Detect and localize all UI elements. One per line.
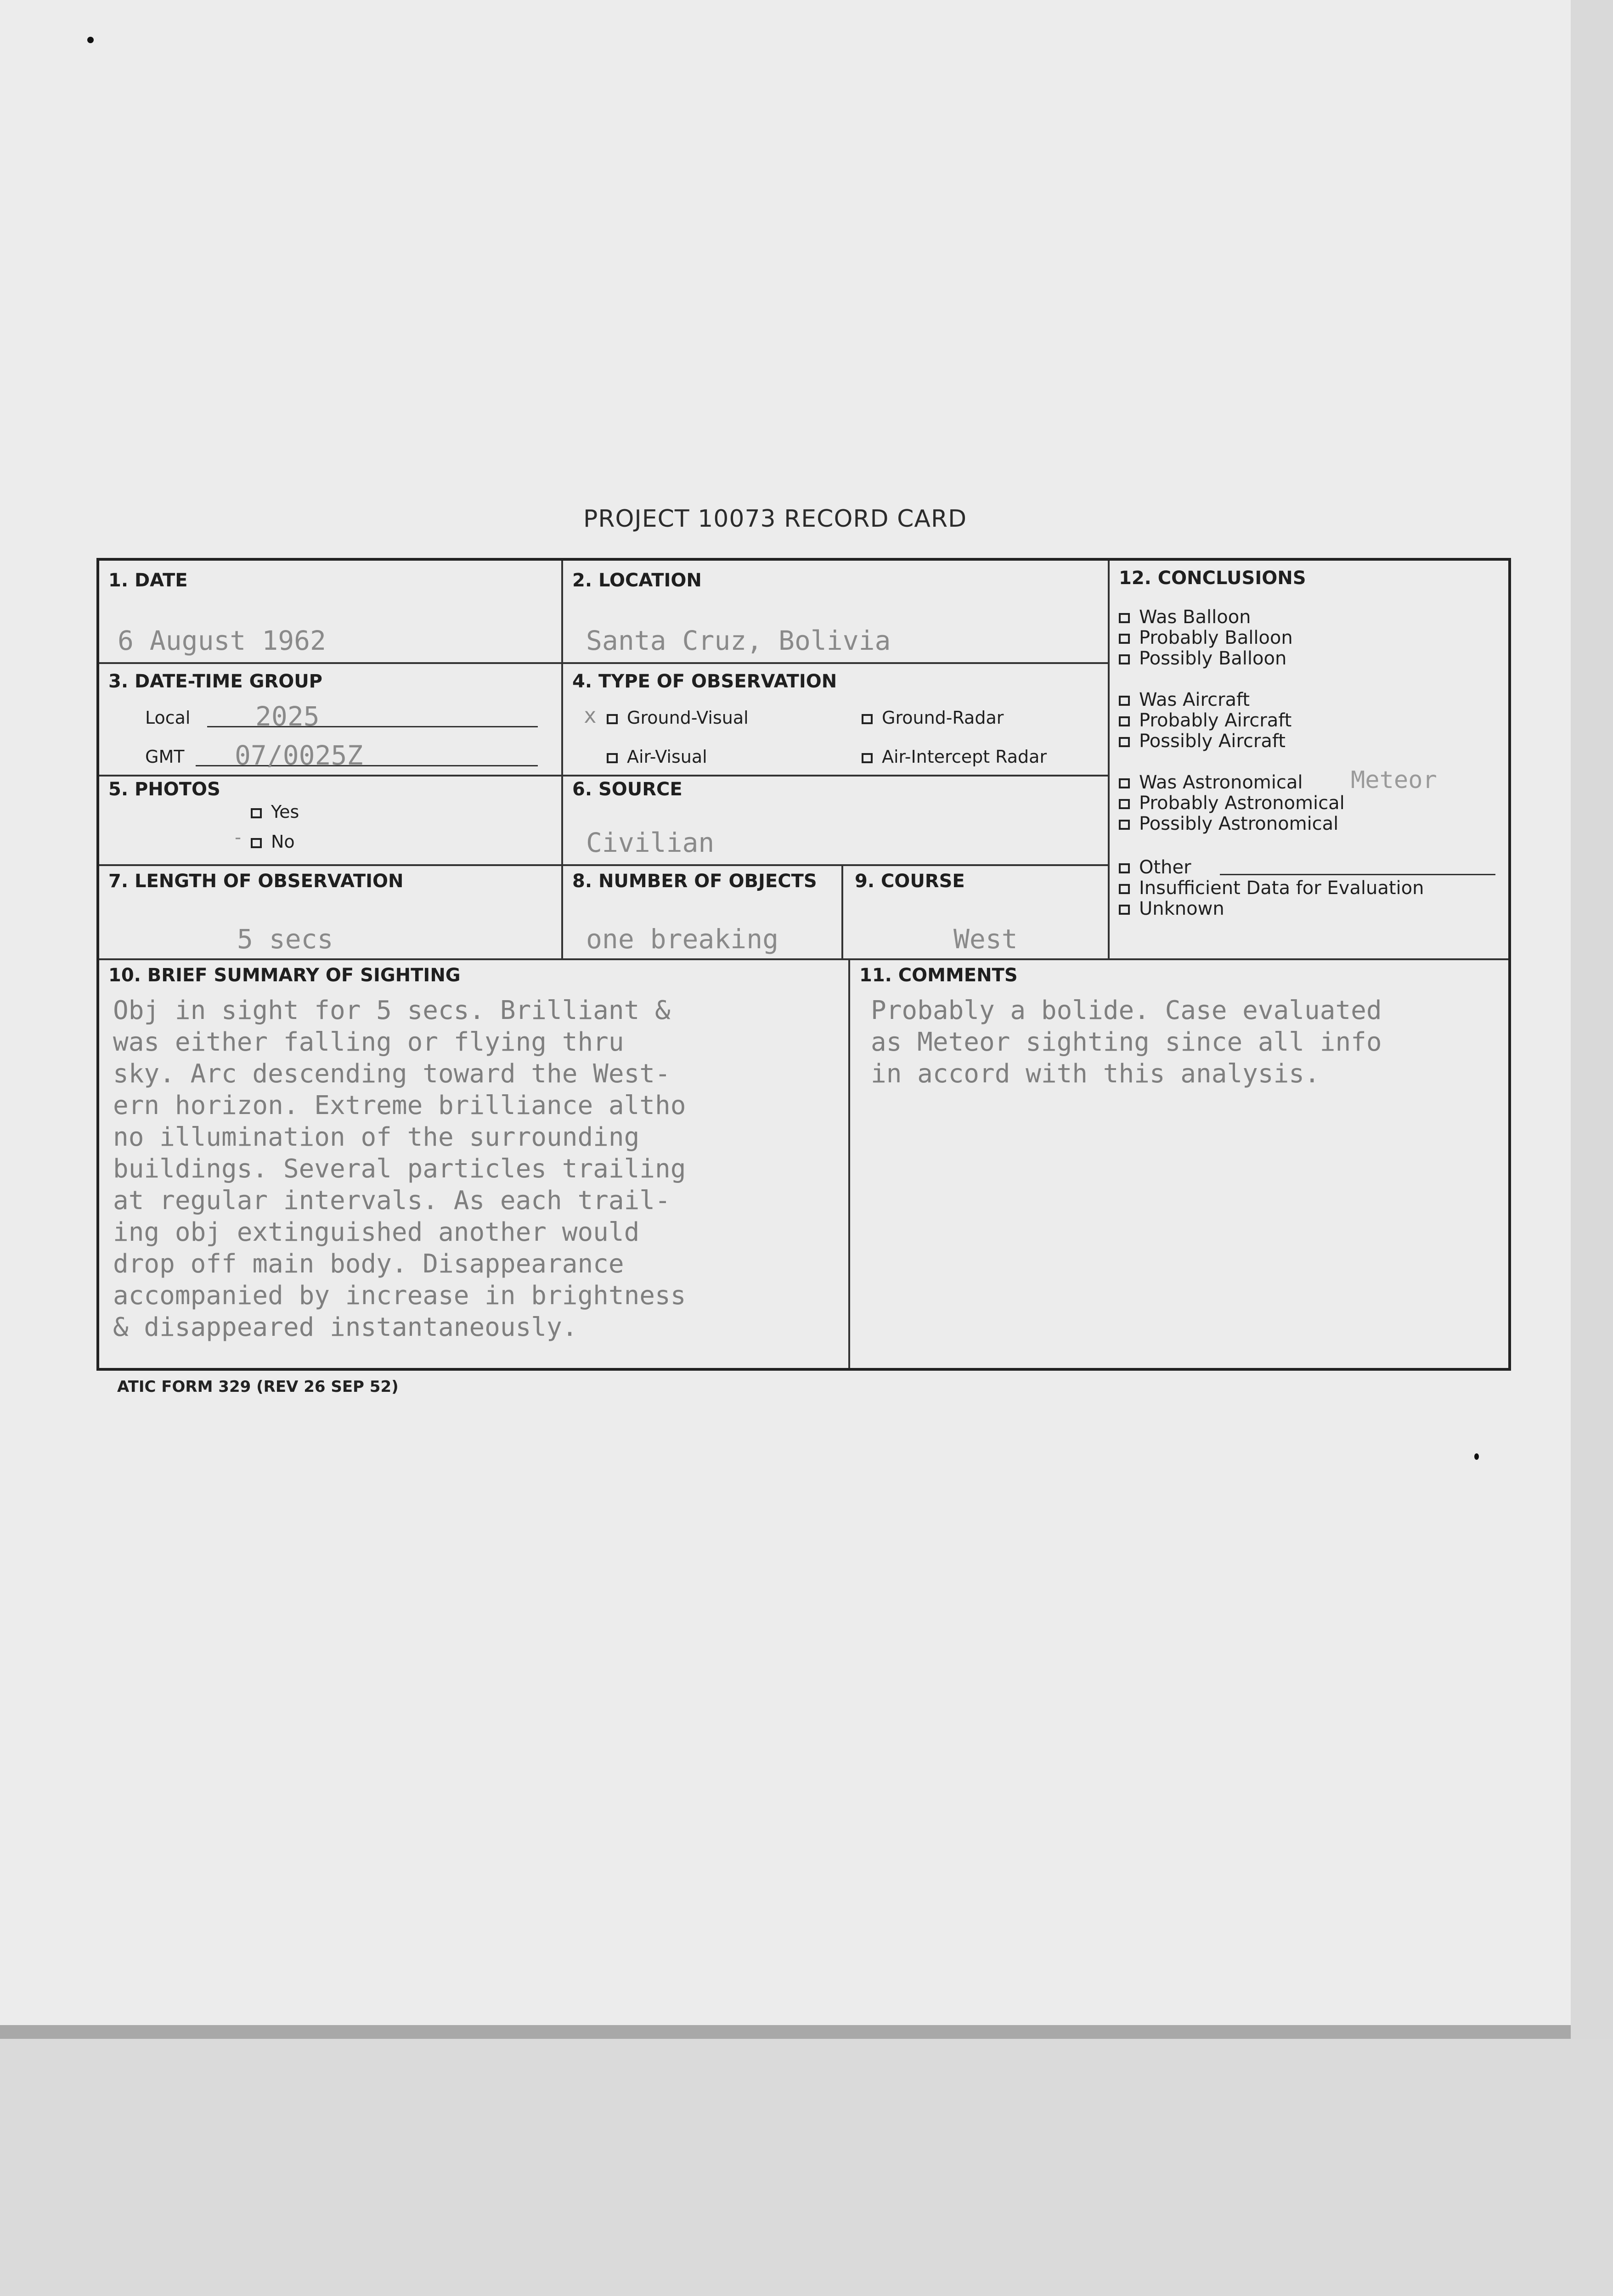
conclusion-possibly-balloon[interactable]: Possibly Balloon <box>1119 648 1286 669</box>
air-intercept-radar-option[interactable]: Air-Intercept Radar <box>862 747 1047 767</box>
source-cell <box>563 777 1110 866</box>
checkbox-icon <box>862 714 873 724</box>
conclusion-possibly-aircraft[interactable]: Possibly Aircraft <box>1119 731 1286 752</box>
comments-cell <box>850 960 1508 1368</box>
objects-cell <box>563 866 843 960</box>
air-visual-option[interactable]: Air-Visual <box>607 747 707 767</box>
ground-visual-mark: x <box>584 703 597 728</box>
location-label: 2. LOCATION <box>572 570 702 591</box>
photos-label: 5. PHOTOS <box>108 779 220 800</box>
local-label: Local <box>145 708 191 728</box>
checkbox-icon <box>251 808 262 818</box>
meteor-note: Meteor <box>1351 766 1437 794</box>
speck <box>87 37 94 43</box>
photos-yes-option[interactable]: Yes <box>251 802 299 822</box>
form-id: ATIC FORM 329 (REV 26 SEP 52) <box>117 1378 399 1396</box>
conclusion-insufficient-data[interactable]: Insufficient Data for Evaluation <box>1119 878 1424 899</box>
checkbox-icon <box>1119 820 1130 830</box>
length-cell <box>99 866 563 960</box>
other-line <box>1220 874 1495 875</box>
conclusion-was-astronomical[interactable]: Was Astronomical <box>1119 772 1303 793</box>
paper-edge <box>0 2025 1571 2039</box>
checkbox-icon <box>1119 613 1130 623</box>
checkbox-icon <box>862 753 873 763</box>
length-value: 5 secs <box>237 923 333 955</box>
photos-cell <box>99 777 563 866</box>
checkbox-icon <box>1119 634 1130 644</box>
location-cell <box>563 561 1110 664</box>
gmt-value: 07/0025Z <box>235 740 363 771</box>
conclusion-unknown[interactable]: Unknown <box>1119 898 1224 919</box>
objects-value: one breaking <box>586 923 779 955</box>
ground-visual-option[interactable]: Ground-Visual <box>607 708 749 728</box>
comments-label: 11. COMMENTS <box>859 965 1018 986</box>
date-time-group-label: 3. DATE-TIME GROUP <box>108 671 322 692</box>
date-value: 6 August 1962 <box>118 625 326 656</box>
checkbox-icon <box>1119 884 1130 894</box>
card-title: PROJECT 10073 RECORD CARD <box>583 505 967 533</box>
conclusion-probably-aircraft[interactable]: Probably Aircraft <box>1119 710 1292 731</box>
course-label: 9. COURSE <box>855 871 965 892</box>
conclusion-was-balloon[interactable]: Was Balloon <box>1119 607 1251 628</box>
conclusion-was-aircraft[interactable]: Was Aircraft <box>1119 689 1250 710</box>
gmt-label: GMT <box>145 747 185 767</box>
conclusion-other[interactable]: Other <box>1119 857 1191 878</box>
observation-type-cell <box>563 664 1110 777</box>
checkbox-icon <box>1119 905 1130 915</box>
date-label: 1. DATE <box>108 570 188 591</box>
background-surface <box>0 2039 1613 2296</box>
checkbox-icon <box>1119 654 1130 664</box>
comments-text: Probably a bolide. Case evaluated as Meteor sighting since all info in accord with this analysis. <box>871 996 1382 1089</box>
objects-label: 8. NUMBER OF OBJECTS <box>572 871 817 892</box>
summary-text: Obj in sight for 5 secs. Brilliant & was either falling or flying thru sky. Arc descending toward the West- ern horizon. Extreme brilliance altho no illumination of the surrounding buildings. Several particles trailing at regular intervals. As each trail- ing obj extinguished another would drop off main body. Disappearance accompanied by increase in brightness & disappeared instantaneously. <box>113 996 686 1342</box>
length-label: 7. LENGTH OF OBSERVATION <box>108 871 404 892</box>
conclusions-label: 12. CONCLUSIONS <box>1119 568 1306 589</box>
local-value: 2025 <box>255 701 320 732</box>
checkbox-icon <box>607 753 618 763</box>
conclusion-probably-balloon[interactable]: Probably Balloon <box>1119 627 1293 648</box>
photos-no-option[interactable]: No <box>251 832 295 852</box>
location-value: Santa Cruz, Bolivia <box>586 625 891 656</box>
ground-radar-option[interactable]: Ground-Radar <box>862 708 1004 728</box>
date-time-group-cell <box>99 664 563 777</box>
date-cell <box>99 561 563 664</box>
checkbox-icon <box>1119 696 1130 706</box>
course-value: West <box>953 923 1018 955</box>
checkbox-icon <box>251 838 262 848</box>
record-card <box>96 558 1511 1371</box>
checkbox-icon <box>1119 778 1130 788</box>
speck <box>1474 1453 1479 1460</box>
checkbox-icon <box>607 714 618 724</box>
checkbox-icon <box>1119 737 1130 747</box>
source-value: Civilian <box>586 827 715 858</box>
conclusion-probably-astronomical[interactable]: Probably Astronomical <box>1119 793 1345 814</box>
checkbox-icon <box>1119 716 1130 726</box>
conclusion-possibly-astronomical[interactable]: Possibly Astronomical <box>1119 813 1338 834</box>
course-cell <box>843 866 1110 960</box>
conclusions-cell <box>1110 561 1508 960</box>
photos-no-mark: - <box>232 827 244 848</box>
checkbox-icon <box>1119 799 1130 809</box>
checkbox-icon <box>1119 863 1130 873</box>
summary-label: 10. BRIEF SUMMARY OF SIGHTING <box>108 965 461 986</box>
observation-type-label: 4. TYPE OF OBSERVATION <box>572 671 837 692</box>
summary-cell <box>99 960 850 1368</box>
source-label: 6. SOURCE <box>572 779 682 800</box>
